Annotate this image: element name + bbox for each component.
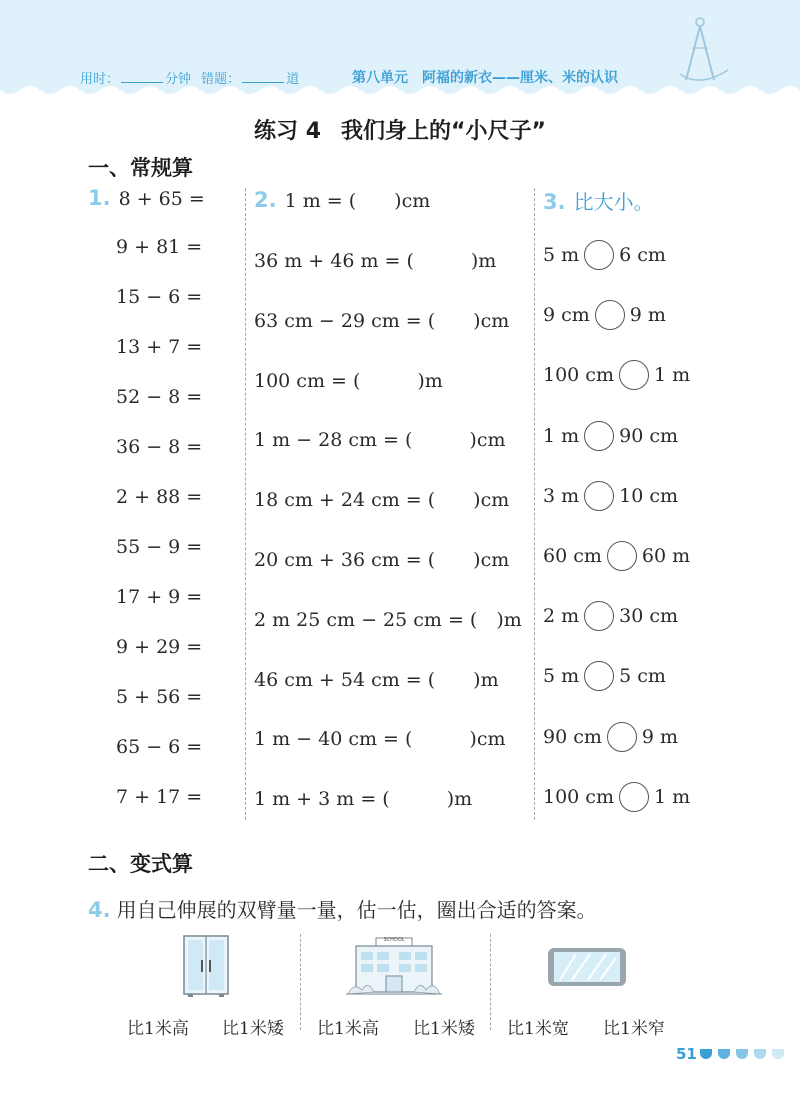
time-label: 用时：	[80, 72, 120, 87]
q2-item	[254, 485, 509, 512]
q1-item	[116, 736, 202, 758]
q2-expression: 1 m − 28 cm = ( )cm	[254, 429, 506, 452]
q3-left-value: 5 m	[543, 244, 580, 266]
column-divider	[534, 188, 535, 820]
tablet-screen-icon	[546, 946, 628, 988]
q1-item	[116, 286, 202, 308]
q3-item	[543, 722, 678, 752]
q1-item	[116, 586, 202, 608]
q3-number: 3.	[543, 190, 566, 214]
q3-item	[543, 601, 678, 631]
q3-left-value: 100 cm	[543, 785, 614, 808]
errors-blank[interactable]	[242, 70, 284, 83]
q2-item	[254, 724, 506, 751]
compare-circle[interactable]	[595, 300, 625, 330]
q3-right-value: 6 cm	[619, 244, 666, 266]
q1-expression: 65 − 6 =	[116, 736, 203, 758]
q1-item	[116, 686, 202, 708]
q3-left-value: 100 cm	[543, 364, 614, 387]
q3-left-value: 60 cm	[543, 545, 602, 567]
unit-number: 第八单元	[352, 70, 408, 86]
q1-expression: 15 − 6 =	[116, 286, 203, 308]
refrigerator-icon	[182, 934, 230, 998]
q2-item	[254, 605, 522, 632]
compare-circle[interactable]	[584, 421, 614, 451]
q3-title: 比大小。	[573, 190, 654, 214]
q4-text: 用自己伸展的双臂量一量，估一估，圈出合适的答案。	[116, 898, 597, 922]
q2-expression: 63 cm − 29 cm = ( )cm	[254, 309, 510, 332]
unit-label: 道	[286, 72, 300, 87]
q3-header	[543, 186, 654, 215]
picture-divider	[490, 934, 491, 1030]
page-number: 51	[676, 1045, 697, 1063]
q1-item	[88, 186, 205, 210]
q3-right-value: 30 cm	[619, 605, 679, 628]
q3-right-value: 60 m	[641, 545, 691, 567]
compare-circle[interactable]	[584, 240, 614, 270]
q3-item	[543, 421, 678, 451]
page-title	[0, 114, 800, 145]
q1-item	[116, 636, 202, 658]
compass-icon	[670, 14, 740, 92]
q2-expression: 2 m 25 cm − 25 cm = ( )m	[254, 608, 522, 631]
q3-item	[543, 360, 690, 390]
q1-expression: 17 + 9 =	[116, 586, 203, 608]
q1-expression: 2 + 88 =	[116, 486, 203, 508]
q3-right-value: 5 cm	[619, 665, 666, 688]
school-sign-text: SCHOOL	[383, 937, 405, 943]
q4-option[interactable]: 比1米矮	[413, 1019, 475, 1039]
q3-right-value: 9 m	[629, 304, 666, 327]
q2-expression: 100 cm = ( )m	[254, 369, 443, 392]
q3-item	[543, 782, 690, 812]
errors-label: 错题：	[201, 72, 241, 87]
q2-expression: 1 m − 40 cm = ( )cm	[254, 728, 506, 751]
time-errors-record	[80, 68, 299, 87]
q3-left-value: 1 m	[543, 424, 580, 447]
q1-expression: 55 − 9 =	[116, 536, 203, 558]
q1-item	[116, 536, 202, 558]
q2-expression: 20 cm + 36 cm = ( )cm	[254, 549, 510, 571]
q2-item	[254, 545, 509, 572]
q1-expression: 13 + 7 =	[116, 336, 203, 358]
q2-item	[254, 366, 443, 393]
q3-right-value: 1 m	[653, 785, 691, 808]
q3-left-value: 90 cm	[543, 725, 602, 748]
unit-heading	[352, 67, 618, 87]
q2-item	[254, 425, 506, 452]
compare-circle[interactable]	[619, 782, 649, 812]
picture-divider	[300, 934, 301, 1030]
section-one-title: 一、常规算	[88, 156, 193, 180]
q1-expression: 5 + 56 =	[116, 686, 203, 708]
q1-expression: 9 + 81 =	[116, 236, 203, 258]
section-two-title: 二、变式算	[88, 852, 193, 876]
q1-item	[116, 336, 202, 358]
q4-option[interactable]: 比1米高	[127, 1019, 189, 1039]
school-building-icon	[346, 934, 442, 998]
q2-item	[254, 306, 509, 333]
q2-item	[254, 246, 496, 273]
q2-expression: 18 cm + 24 cm = ( )cm	[254, 489, 510, 512]
q1-expression: 7 + 17 =	[116, 786, 203, 808]
page-header	[0, 0, 800, 96]
time-blank[interactable]	[121, 70, 163, 83]
q1-item	[116, 386, 202, 408]
q3-item	[543, 300, 666, 330]
q3-left-value: 9 cm	[543, 304, 590, 327]
q1-expression: 52 − 8 =	[116, 386, 203, 408]
q1-item	[116, 236, 202, 258]
q2-item	[254, 784, 472, 811]
q4-option[interactable]: 比1米矮	[222, 1019, 284, 1039]
q2-item	[254, 186, 430, 213]
compare-circle[interactable]	[607, 722, 637, 752]
q1-item	[116, 486, 202, 508]
unit-title: 阿福的新衣——厘米、米的认识	[422, 70, 618, 86]
exercise-number: 练习 4	[254, 119, 322, 144]
compare-circle[interactable]	[584, 481, 614, 511]
q4-number: 4.	[88, 898, 111, 922]
column-divider	[245, 188, 246, 820]
q1-item	[116, 436, 202, 458]
compare-circle[interactable]	[584, 601, 614, 631]
q4-option[interactable]: 比1米窄	[603, 1019, 665, 1039]
q1-expression: 8 + 65 =	[118, 188, 205, 210]
page-decoration	[700, 1049, 784, 1059]
q2-expression: 36 m + 46 m = ( )m	[254, 250, 497, 272]
compare-circle[interactable]	[607, 541, 637, 571]
q2-expression: 1 m = ( )cm	[284, 190, 431, 212]
q3-left-value: 3 m	[543, 484, 580, 507]
q4-option[interactable]: 比1米宽	[507, 1019, 569, 1039]
q2-item	[254, 665, 499, 692]
q2-number: 2.	[254, 188, 277, 212]
q1-expression: 36 − 8 =	[116, 436, 203, 458]
q4-question	[88, 894, 597, 923]
q3-item	[543, 240, 666, 270]
exercise-title: 我们身上的“小尺子”	[341, 119, 546, 144]
q2-expression: 46 cm + 54 cm = ( )m	[254, 668, 499, 691]
compare-circle[interactable]	[584, 661, 614, 691]
q3-item	[543, 661, 666, 691]
compare-circle[interactable]	[619, 360, 649, 390]
q2-expression: 1 m + 3 m = ( )m	[254, 788, 473, 811]
q3-right-value: 10 cm	[619, 484, 679, 507]
q1-expression: 9 + 29 =	[116, 636, 203, 658]
q4-option[interactable]: 比1米高	[317, 1019, 379, 1039]
q3-right-value: 90 cm	[619, 424, 679, 447]
minute-label: 分钟	[165, 72, 192, 87]
q3-right-value: 9 m	[641, 725, 679, 748]
q3-item	[543, 541, 690, 571]
q1-number: 1.	[88, 186, 111, 210]
q3-item	[543, 481, 678, 511]
q3-left-value: 5 m	[543, 665, 580, 688]
q3-right-value: 1 m	[653, 364, 691, 387]
q1-item	[116, 786, 202, 808]
q3-left-value: 2 m	[543, 605, 580, 628]
